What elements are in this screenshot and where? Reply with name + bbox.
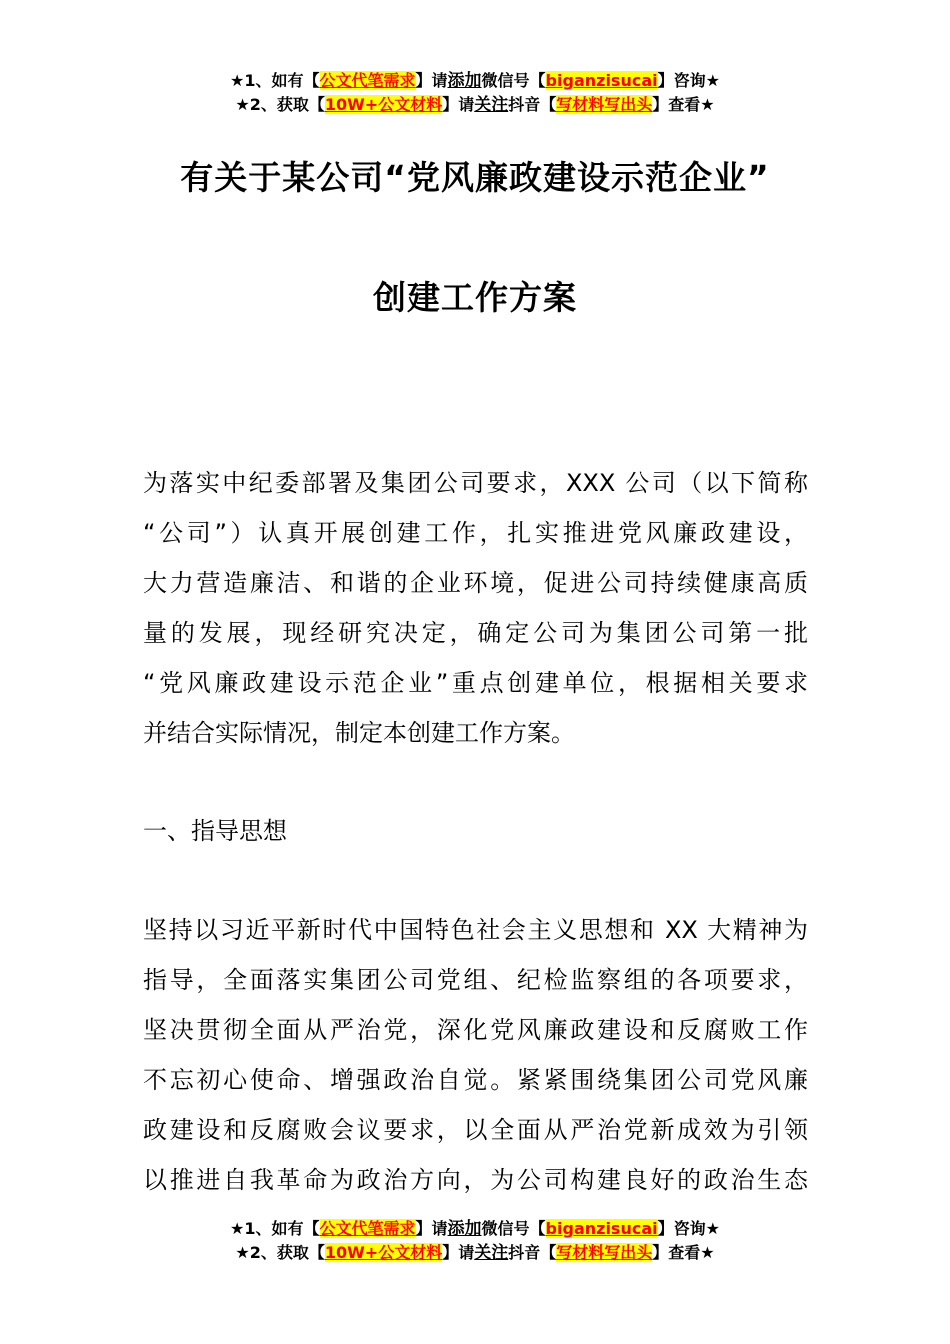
ad-line-1 [0, 69, 950, 93]
paragraph-line: 以推进自我革命为政治方向，为公司构建良好的政治生态 [143, 1166, 808, 1194]
ad-service-highlight: 公文代笔需求 [319, 1219, 416, 1238]
ad-line-2 [0, 93, 950, 117]
ad-line-1-emphasis: 添加 [447, 71, 482, 91]
ad-wechat-id: biganzisucai [545, 1219, 658, 1238]
ad-line-1-footer [0, 1217, 950, 1241]
document-title-line-1: 有关于某公司“党风廉政建设示范企业” [180, 158, 770, 197]
ad-line-2-suffix: 】查看★ [652, 95, 715, 114]
ad-line-2-mid: 】请 [442, 95, 475, 114]
ad-line-1-suffix: 】咨询★ [657, 71, 720, 90]
paragraph-line: 大力营造廉洁、和谐的企业环境，促进公司持续健康高质 [143, 569, 808, 597]
ad-line-1-mid2: 微信号【 [481, 71, 546, 90]
ad-line-2-emphasis: 关注 [474, 1243, 509, 1263]
ad-service-highlight: 公文代笔需求 [319, 71, 416, 90]
ad-line-1-prefix: ★1、如有【 [230, 1219, 320, 1238]
paragraph-line: 指导，全面落实集团公司党组、纪检监察组的各项要求， [143, 966, 808, 994]
ad-line-2-emphasis: 关注 [474, 95, 509, 115]
paragraph-line: 坚决贯彻全面从严治党，深化党风廉政建设和反腐败工作 [143, 1016, 808, 1044]
paragraph-line: 坚持以习近平新时代中国特色社会主义思想和 XX 大精神为 [143, 916, 808, 944]
ad-wechat-id: biganzisucai [545, 71, 658, 90]
ad-line-1-suffix: 】咨询★ [657, 1219, 720, 1238]
intro-paragraph [143, 458, 808, 758]
ad-line-2-prefix: ★2、获取【 [235, 95, 325, 114]
ad-line-2-mid2: 抖音【 [508, 95, 557, 114]
document-title-line-2: 创建工作方案 [373, 278, 577, 317]
ad-line-2-mid2: 抖音【 [508, 1243, 557, 1262]
guiding-ideology-paragraph [143, 905, 808, 1205]
ad-line-1-mid2: 微信号【 [481, 1219, 546, 1238]
ad-materials-highlight: 10W+公文材料 [324, 1243, 443, 1262]
ad-line-1-emphasis: 添加 [447, 1219, 482, 1239]
section-heading: 一、指导思想 [143, 817, 287, 845]
ad-line-1-mid: 】请 [415, 1219, 448, 1238]
ad-line-1-mid: 】请 [415, 71, 448, 90]
ad-materials-highlight: 10W+公文材料 [324, 95, 443, 114]
ad-line-1-prefix: ★1、如有【 [230, 71, 320, 90]
paragraph-line: 不忘初心使命、增强政治自觉。紧紧围绕集团公司党风廉 [143, 1066, 808, 1094]
ad-line-2-suffix: 】查看★ [652, 1243, 715, 1262]
ad-line-2-mid: 】请 [442, 1243, 475, 1262]
ad-line-2-footer [0, 1241, 950, 1265]
ad-douyin-account: 写材料写出头 [556, 95, 653, 114]
ad-douyin-account: 写材料写出头 [556, 1243, 653, 1262]
paragraph-line: 政建设和反腐败会议要求，以全面从严治党新成效为引领 [143, 1116, 808, 1144]
paragraph-line: “党风廉政建设示范企业”重点创建单位，根据相关要求 [143, 669, 808, 697]
paragraph-line: 并结合实际情况，制定本创建工作方案。 [143, 719, 575, 747]
paragraph-line: 量的发展，现经研究决定，确定公司为集团公司第一批 [143, 619, 808, 647]
paragraph-line: 为落实中纪委部署及集团公司要求，XXX 公司（以下简称 [143, 469, 808, 497]
ad-line-2-prefix: ★2、获取【 [235, 1243, 325, 1262]
paragraph-line: “公司”）认真开展创建工作，扎实推进党风廉政建设， [143, 519, 808, 547]
